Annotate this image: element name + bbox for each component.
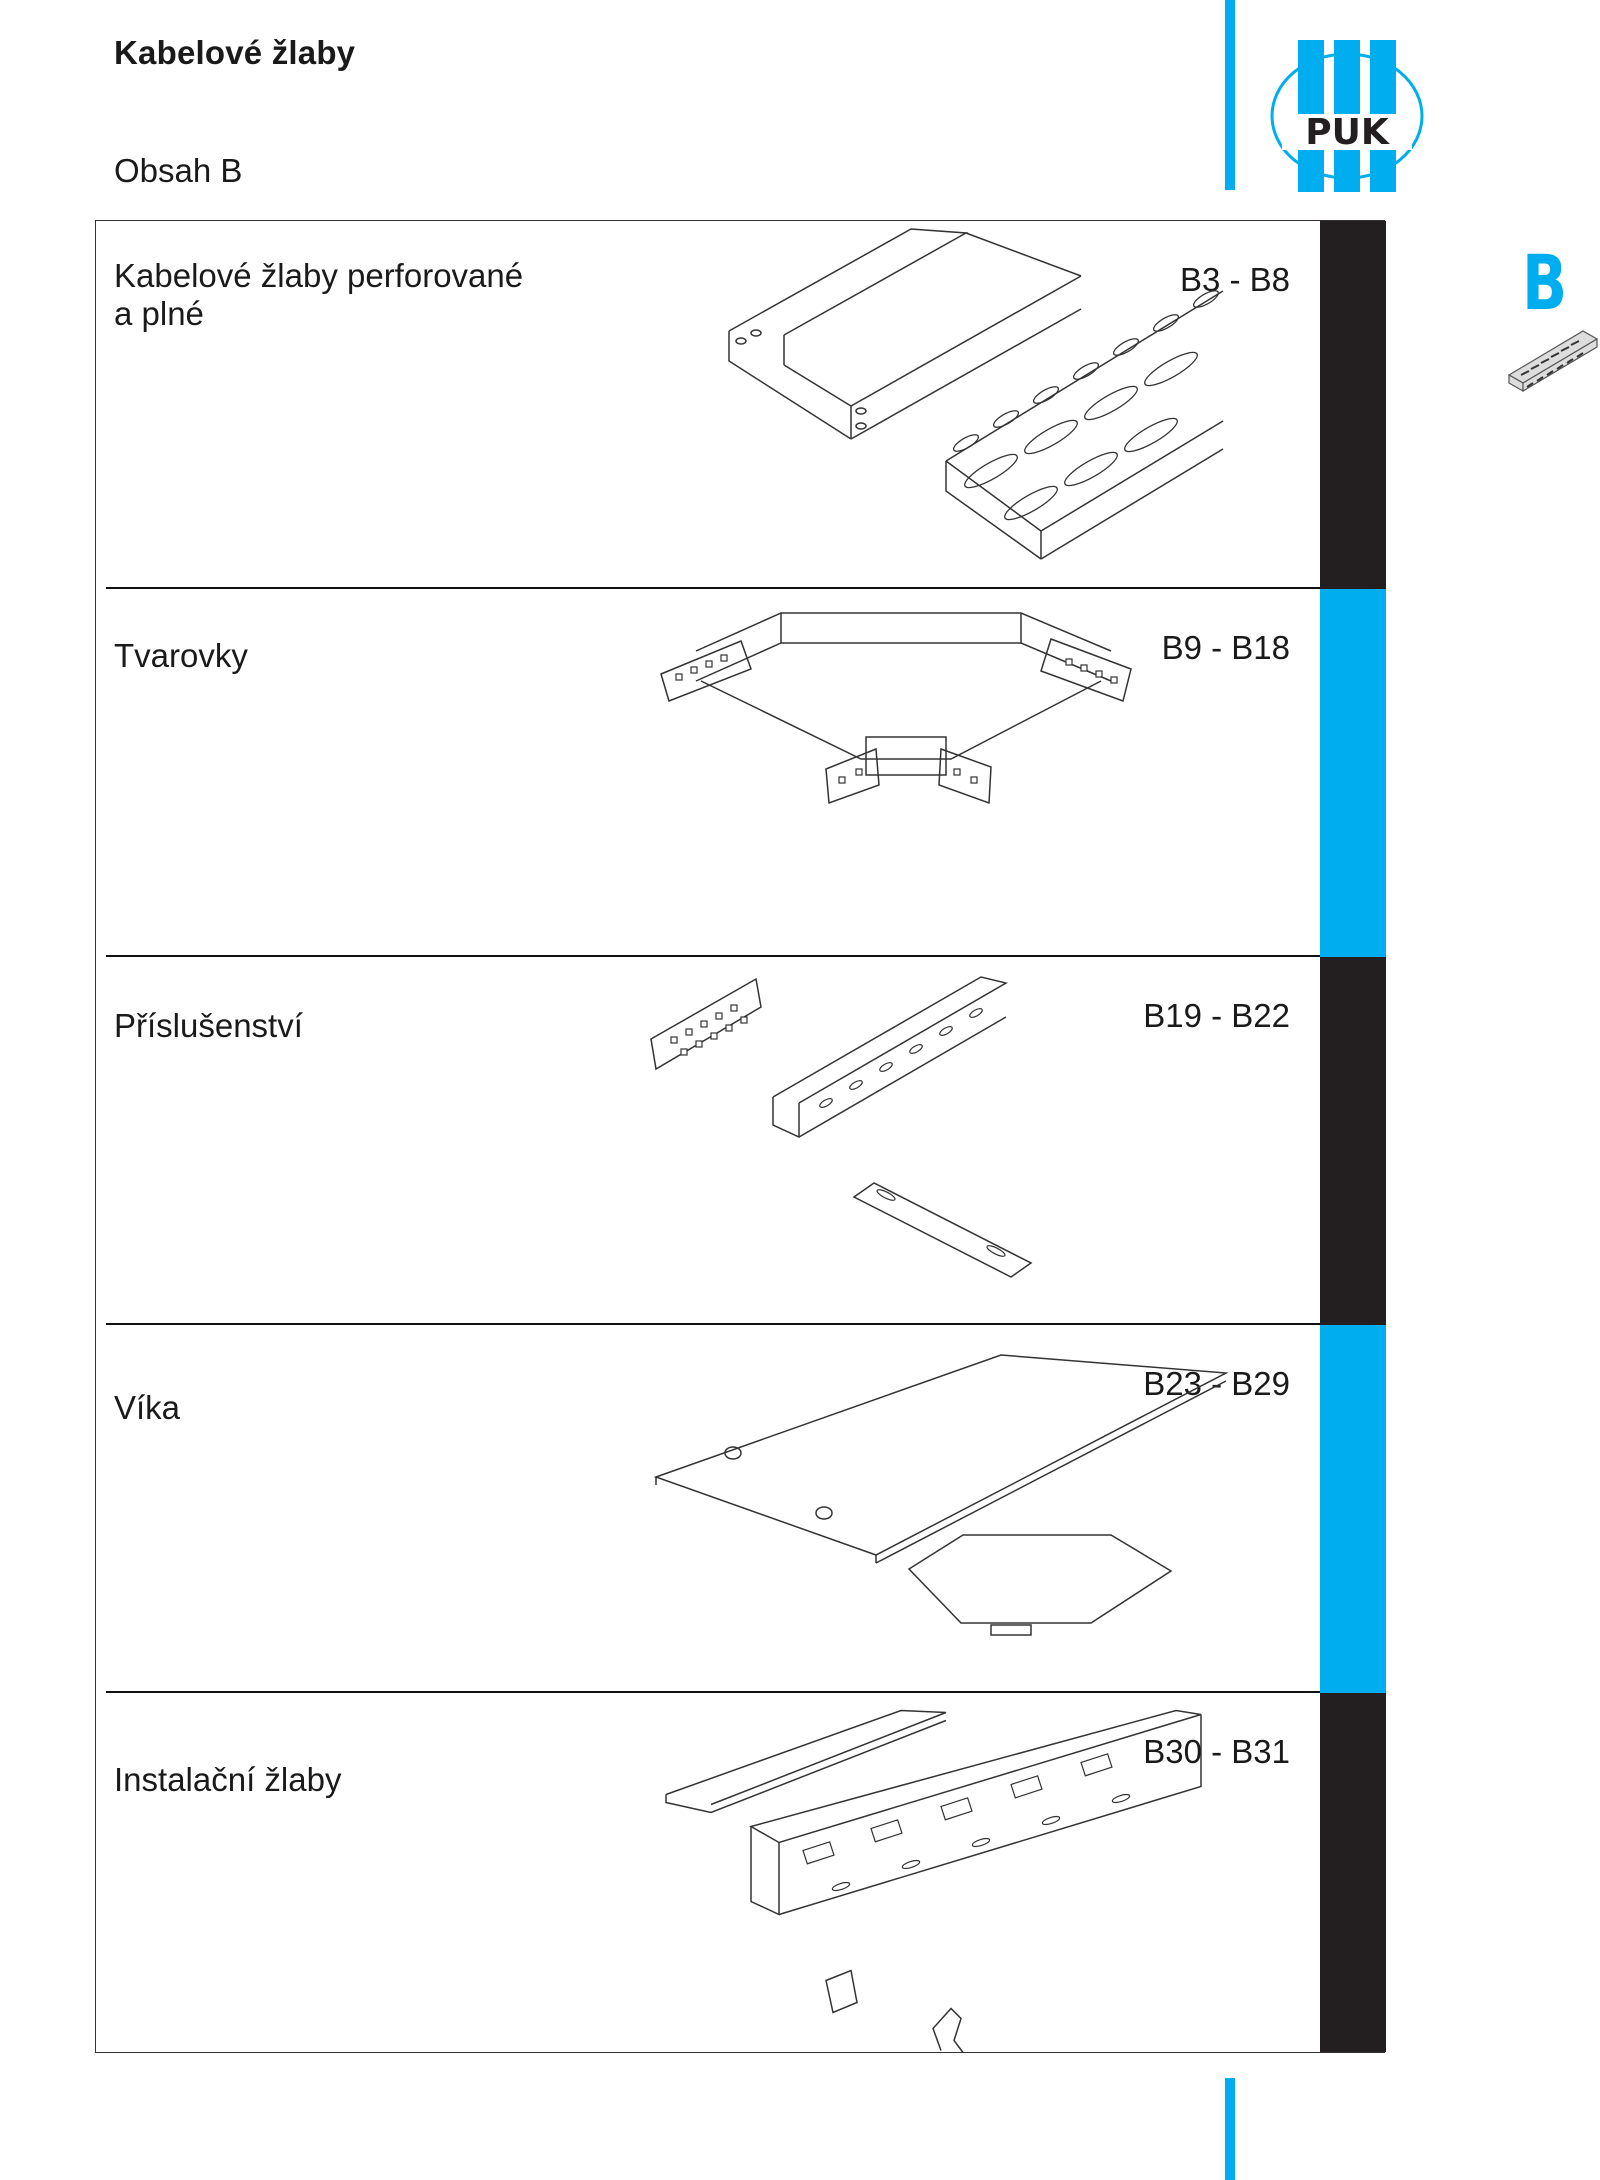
toc-row-label: Příslušenství xyxy=(114,1007,303,1044)
accessories-illustration xyxy=(611,957,1231,1323)
section-letter: B xyxy=(1522,238,1568,327)
toc-row-tab xyxy=(1320,957,1386,1325)
toc-row-perforated-trays[interactable] xyxy=(96,221,1386,589)
toc-row-pages: B3 - B8 xyxy=(1179,261,1290,298)
toc-row-tab xyxy=(1320,1693,1386,2052)
toc-row-label: Tvarovky xyxy=(114,637,248,674)
toc-row-fittings[interactable] xyxy=(96,589,1386,957)
cover-illustration xyxy=(611,1325,1231,1691)
toc-row-label: Kabelové žlaby perforované a plné xyxy=(114,257,524,332)
cable-tray-thumbnail-icon xyxy=(1505,325,1600,410)
header-accent-bar xyxy=(1225,0,1235,190)
installation-tray-illustration xyxy=(611,1693,1231,2059)
toc-row-tab xyxy=(1320,589,1386,957)
fitting-illustration xyxy=(611,589,1231,955)
toc-row-covers[interactable] xyxy=(96,1325,1386,1693)
toc-row-label: Instalační žlaby xyxy=(114,1761,342,1798)
cable-tray-illustration xyxy=(611,221,1231,587)
toc-row-label: Víka xyxy=(114,1389,181,1426)
svg-text:PUK: PUK xyxy=(1305,112,1389,153)
puk-logo xyxy=(1268,40,1426,192)
page-title: Kabelové žlaby xyxy=(114,34,356,71)
contents-table xyxy=(95,220,1385,2053)
toc-row-tab xyxy=(1320,221,1386,589)
toc-row-pages: B9 - B18 xyxy=(1161,629,1290,666)
toc-row-pages: B30 - B31 xyxy=(1143,1733,1290,1770)
toc-row-installation-trays[interactable] xyxy=(96,1693,1386,2052)
toc-row-pages: B19 - B22 xyxy=(1143,997,1290,1034)
toc-row-pages: B23 - B29 xyxy=(1143,1365,1290,1402)
footer-accent-bar xyxy=(1225,2078,1235,2180)
page-subtitle: Obsah B xyxy=(114,152,243,189)
toc-row-accessories[interactable] xyxy=(96,957,1386,1325)
toc-row-tab xyxy=(1320,1325,1386,1693)
